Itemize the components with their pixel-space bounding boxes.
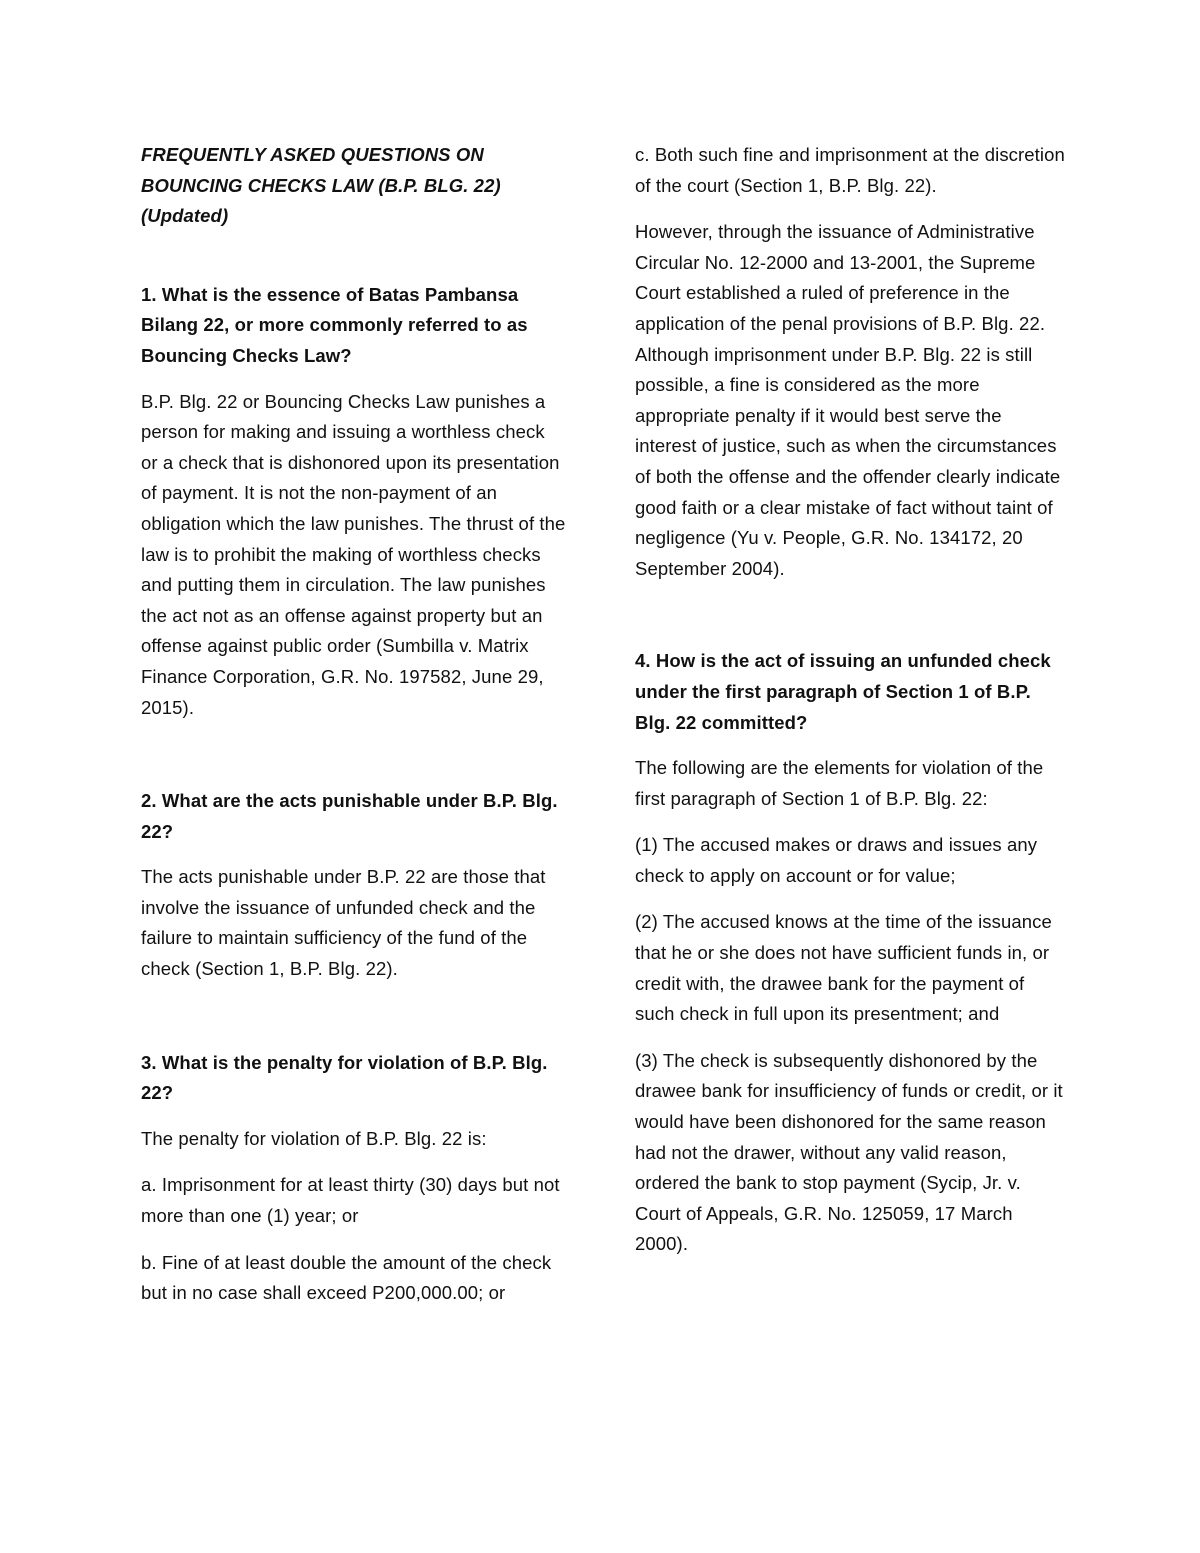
question-4: 4. How is the act of issuing an unfunded check under the first paragraph of Section 1 of B.P. Blg. 22 committed?	[635, 650, 1051, 733]
question-2: 2. What are the acts punishable under B.P. Blg. 22?	[141, 790, 558, 842]
answer-4-element-2: (2) The accused knows at the time of the issuance that he or she does not have sufficient funds in, or credit with, the drawee bank for the payment of such check in full upon its presentment; and	[635, 911, 1052, 1025]
left-column	[141, 140, 566, 1325]
answer-3-item-a: a. Imprisonment for at least thirty (30) days but not more than one (1) year; or	[141, 1174, 560, 1227]
answer-2: The acts punishable under B.P. 22 are those that involve the issuance of unfunded check and the failure to maintain sufficiency of the fund of the check (Section 1, B.P. Blg. 22).	[141, 866, 546, 980]
question-3: 3. What is the penalty for violation of B.P. Blg. 22?	[141, 1051, 548, 1104]
answer-3-intro: The penalty for violation of B.P. Blg. 22 is:	[141, 1127, 487, 1149]
answer-3-item-c: c. Both such fine and imprisonment at the discretion of the court (Section 1, B.P. Blg. 22).	[635, 144, 1065, 196]
answer-4-element-1: (1) The accused makes or draws and issues any check to apply on account or for value;	[635, 834, 1038, 886]
answer-4-element-3: (3) The check is subsequently dishonored by the drawee bank for insufficiency of funds or credit, or it would have been dishonored for the same reason had not the drawer, without any valid reason, ordered the bank to stop payment (Sycip, Jr. v. Court of Appeals, G.R. No. 125059, 17 March 2000).	[635, 1049, 1063, 1255]
answer-1: B.P. Blg. 22 or Bouncing Checks Law punishes a person for making and issuing a worthless check or a check that is dishonored upon its presentation of payment. It is not the non-payment of an obligation which the law punishes. The thrust of the law is to prohibit the making of worthless checks and putting them in circulation. The law punishes the act not as an offense against property but an offense against public order (Sumbilla v. Matrix Finance Corporation, G.R. No. 197582, June 29, 2015).	[141, 390, 566, 718]
right-column	[635, 140, 1065, 1276]
document-title: FREQUENTLY ASKED QUESTIONS ON BOUNCING CHECKS LAW (B.P. BLG. 22) (Updated)	[141, 144, 501, 227]
answer-4-intro: The following are the elements for violation of the first paragraph of Section 1 of B.P. Blg. 22:	[635, 757, 1044, 809]
question-1: 1. What is the essence of Batas Pambansa Bilang 22, or more commonly referred to as Bouncing Checks Law?	[141, 283, 528, 366]
answer-3-item-b: b. Fine of at least double the amount of the check but in no case shall exceed P200,000.00; or	[141, 1251, 552, 1304]
answer-3-note: However, through the issuance of Administrative Circular No. 12-2000 and 13-2001, the Supreme Court established a ruled of preference in the application of the penal provisions of B.P. Blg. 22. Although imprisonment under B.P. Blg. 22 is still possible, a fine is considered as the more appropriate penalty if it would best serve the interest of justice, such as when the circumstances of both the offense and the offender clearly indicate good faith or a clear mistake of fact without taint of negligence (Yu v. People, G.R. No. 134172, 20 September 2004).	[635, 221, 1061, 579]
